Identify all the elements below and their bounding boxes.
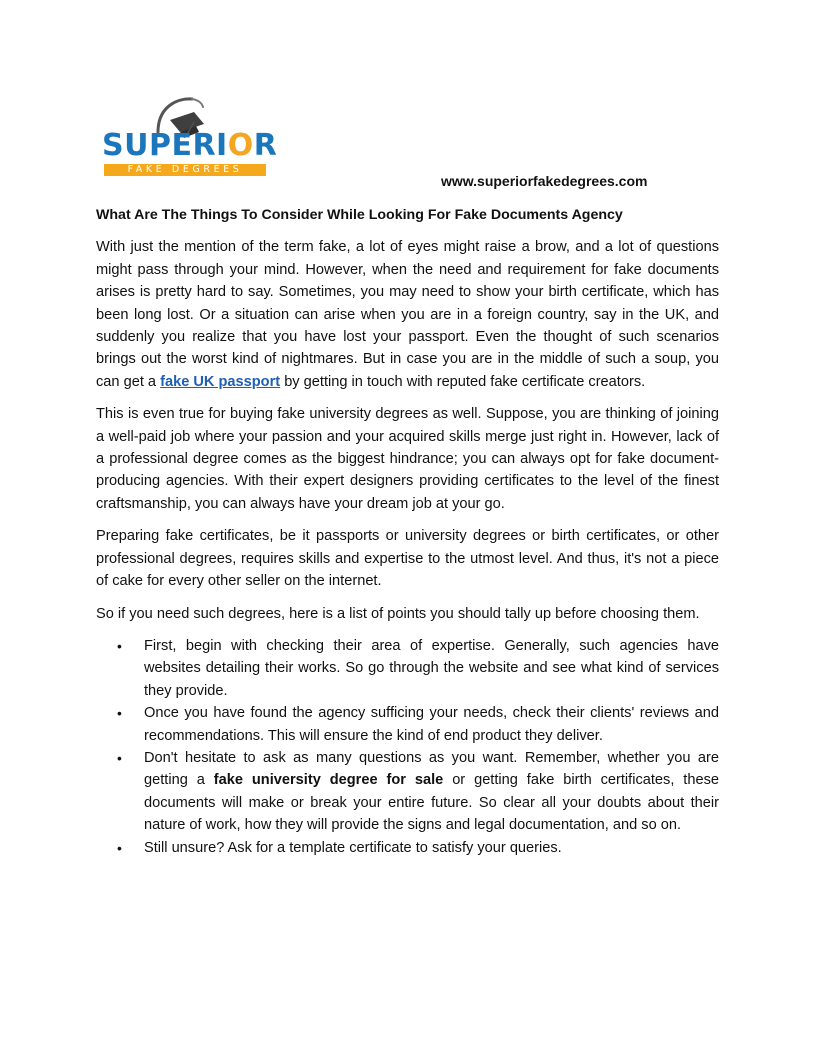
- paragraph-preparing: Preparing fake certificates, be it passports or university degrees or birth certificates, or other professional degrees, requires skills and expertise to the utmost level. And thus, it's not a piece of cake for every other seller on the internet.: [96, 528, 719, 590]
- list-item: • Once you have found the agency sufficing your needs, check their clients' reviews and recommendations. This will ensure the kind of end product they deliver.: [96, 702, 719, 747]
- points-list: [96, 635, 719, 859]
- list-item: • First, begin with checking their area of expertise. Generally, such agencies have websites detailing their works. So go through the website and see what kind of services they provide.: [96, 635, 719, 702]
- bold-keyword: fake university degree for sale: [213, 772, 444, 789]
- bullet-icon: •: [117, 839, 122, 856]
- site-url: www.superiorfakedegrees.com: [441, 173, 648, 189]
- paragraph-list-intro: So if you need such degrees, here is a list of points you should tally up before choosing them.: [96, 605, 700, 622]
- paragraph-intro: With just the mention of the term fake, a lot of eyes might raise a brow, and a lot of questions might pass through your mind. However, when the need and requirement for fake documents arises is pretty hard to say. Sometimes, you may need to show your birth certificate, which has been long lost. Or a situation can arise when you are in a foreign country, say in the UK, and suddenly you realize that you have lost your passport. Even the thought of such scenarios brings out the worst kind of nightmares. But in case you are in the middle of such a soup, you can get a fake UK passport by getting in touch with reputed fake certificate creators.: [96, 239, 719, 390]
- logo-tagline: FAKE DEGREES: [104, 164, 266, 176]
- article-body: [96, 204, 719, 859]
- article-title: What Are The Things To Consider While Looking For Fake Documents Agency: [96, 207, 623, 223]
- list-item: • Still unsure? Ask for a template certificate to satisfy your queries.: [96, 837, 719, 859]
- superior-fake-degrees-logo: [100, 96, 278, 182]
- paragraph-degrees: This is even true for buying fake university degrees as well. Suppose, you are thinking of joining a well-paid job where your passion and your acquired skills merge just right in. However, lack of a professional degree comes as the biggest hindrance; you can always opt for fake document-producing agencies. With their expert designers providing certificates to the level of the finest craftsmanship, you can always have your dream job at your go.: [96, 406, 719, 512]
- fake-uk-passport-link[interactable]: fake UK passport: [160, 373, 281, 390]
- bullet-icon: •: [117, 705, 122, 722]
- bullet-icon: •: [117, 749, 122, 766]
- logo-wordmark: SUPERIOR: [102, 128, 278, 163]
- list-item: • Don't hesitate to ask as many questions as you want. Remember, whether you are getting a fake university degree for sale or getting fake birth certificates, these documents will make or break your entire future. So clear all your doubts about their nature of work, how they will provide the signs and legal documentation, and so on.: [96, 747, 719, 837]
- bullet-icon: •: [117, 637, 122, 654]
